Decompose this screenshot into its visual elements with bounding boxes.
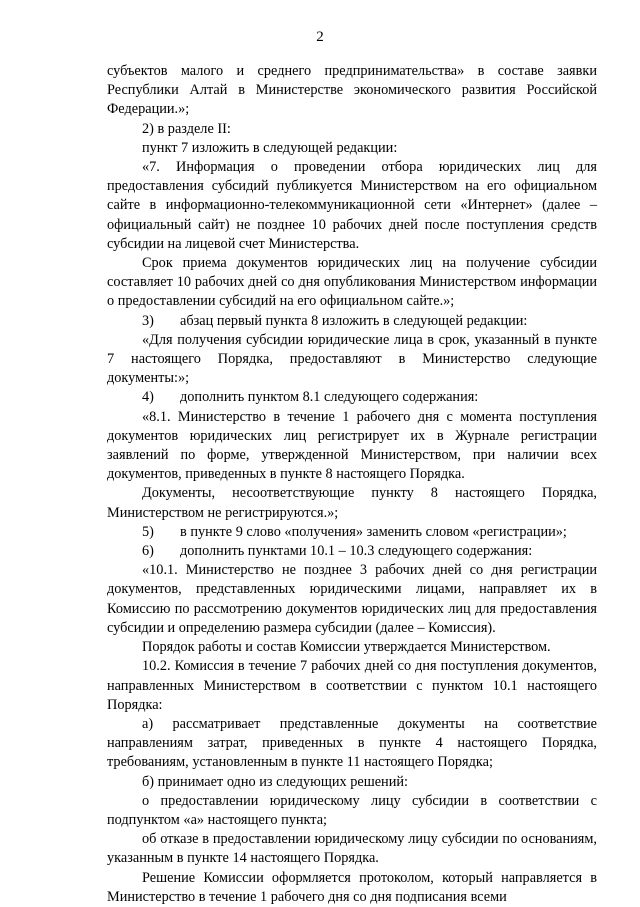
paragraph bbox=[107, 542, 597, 561]
paragraph-text: «Для получения субсидии юридические лица в срок, указанный в пункте 7 настоящего Порядка, предоставляют в Министерство следующие документы:»; bbox=[107, 331, 597, 387]
page-number: 2 bbox=[316, 29, 324, 45]
paragraph-text: абзац первый пункта 8 изложить в следующей редакции: bbox=[180, 312, 528, 329]
paragraph bbox=[107, 312, 597, 331]
paragraph-text: 2) в разделе II: bbox=[142, 120, 231, 137]
paragraph-text: об отказе в предоставлении юридическому лицу субсидии по основаниям, указанным в пункте 14 настоящего Порядка. bbox=[107, 831, 597, 867]
paragraph-text: а) рассматривает представленные документы на соответствие направлениям затрат, приведенных в пункте 4 настоящего Порядка, требованиям, установленным в пункте 11 настоящего Порядка; bbox=[107, 715, 597, 771]
paragraph-text: субъектов малого и среднего предпринимательства» в составе заявки Республики Алтай в Министерстве экономического развития Российской Федерации.»; bbox=[107, 63, 597, 118]
paragraph bbox=[107, 484, 597, 522]
paragraph-text: «7. Информация о проведении отбора юридических лиц для предоставления субсидий публикуется Министерством на его официальном сайте в информационно-телекоммуникационной сети «Интернет» (далее – официальный сайт) не позднее 10 рабочих дней после поступления средств субсидии на лицевой счет Министерства. bbox=[107, 159, 597, 252]
paragraph-text: пункт 7 изложить в следующей редакции: bbox=[142, 139, 398, 156]
paragraph bbox=[107, 120, 597, 139]
list-number: 4) bbox=[142, 389, 154, 406]
paragraph bbox=[107, 792, 597, 830]
paragraph bbox=[107, 158, 597, 254]
paragraph bbox=[107, 254, 597, 312]
list-number: 6) bbox=[142, 543, 154, 560]
paragraph bbox=[107, 715, 597, 773]
paragraph-text: Решение Комиссии оформляется протоколом, который направляется в Министерство в течение 1 рабочего дня со дня подписания всеми bbox=[107, 869, 597, 905]
paragraph-text: о предоставлении юридическому лицу субсидии в соответствии с подпунктом «а» настоящего пункта; bbox=[107, 792, 597, 828]
paragraph bbox=[107, 561, 597, 638]
paragraph bbox=[107, 139, 597, 158]
paragraph bbox=[107, 331, 597, 389]
paragraph-text: Документы, несоответствующие пункту 8 настоящего Порядка, Министерством не регистрируются.»; bbox=[107, 485, 597, 521]
paragraph bbox=[107, 830, 597, 868]
paragraph-text: 10.2. Комиссия в течение 7 рабочих дней со дня поступления документов, направленных Министерством в соответствии с пунктом 10.1 настоящего Порядка: bbox=[107, 658, 597, 713]
paragraph bbox=[107, 62, 597, 120]
paragraph bbox=[107, 869, 597, 907]
paragraph-text: «10.1. Министерство не позднее 3 рабочих дней со дня регистрации документов, представленных юридическими лицами, направляет их в Комиссию по рассмотрению документов юридических лиц для предоставления субсидии и определению размера субсидии (далее – Комиссия). bbox=[107, 562, 597, 636]
list-number: 5) bbox=[142, 523, 154, 540]
list-number: 3) bbox=[142, 312, 154, 329]
paragraph bbox=[107, 388, 597, 407]
paragraph-text: б) принимает одно из следующих решений: bbox=[142, 773, 408, 790]
paragraph-text: дополнить пунктами 10.1 – 10.3 следующего содержания: bbox=[180, 543, 533, 560]
paragraph-text: дополнить пунктом 8.1 следующего содержания: bbox=[180, 389, 479, 406]
paragraph-text: «8.1. Министерство в течение 1 рабочего дня с момента поступления документов юридических лиц регистрирует их в Журнале регистрации заявлений по форме, утвержденной Министерством, при наличии всех документов, приведенных в пункте 8 настоящего Порядка. bbox=[107, 408, 597, 483]
paragraph bbox=[107, 638, 597, 657]
paragraph bbox=[107, 773, 597, 792]
paragraph bbox=[107, 657, 597, 715]
document-body bbox=[107, 62, 597, 907]
paragraph-text: Порядок работы и состав Комиссии утверждается Министерством. bbox=[142, 639, 551, 656]
paragraph-text: в пункте 9 слово «получения» заменить словом «регистрации»; bbox=[180, 523, 567, 540]
paragraph-text: Срок приема документов юридических лиц на получение субсидии составляет 10 рабочих дней со дня опубликования Министерством информации о предоставлении субсидий на его официальном сайте.»; bbox=[107, 255, 597, 310]
paragraph bbox=[107, 408, 597, 485]
paragraph bbox=[107, 523, 597, 542]
